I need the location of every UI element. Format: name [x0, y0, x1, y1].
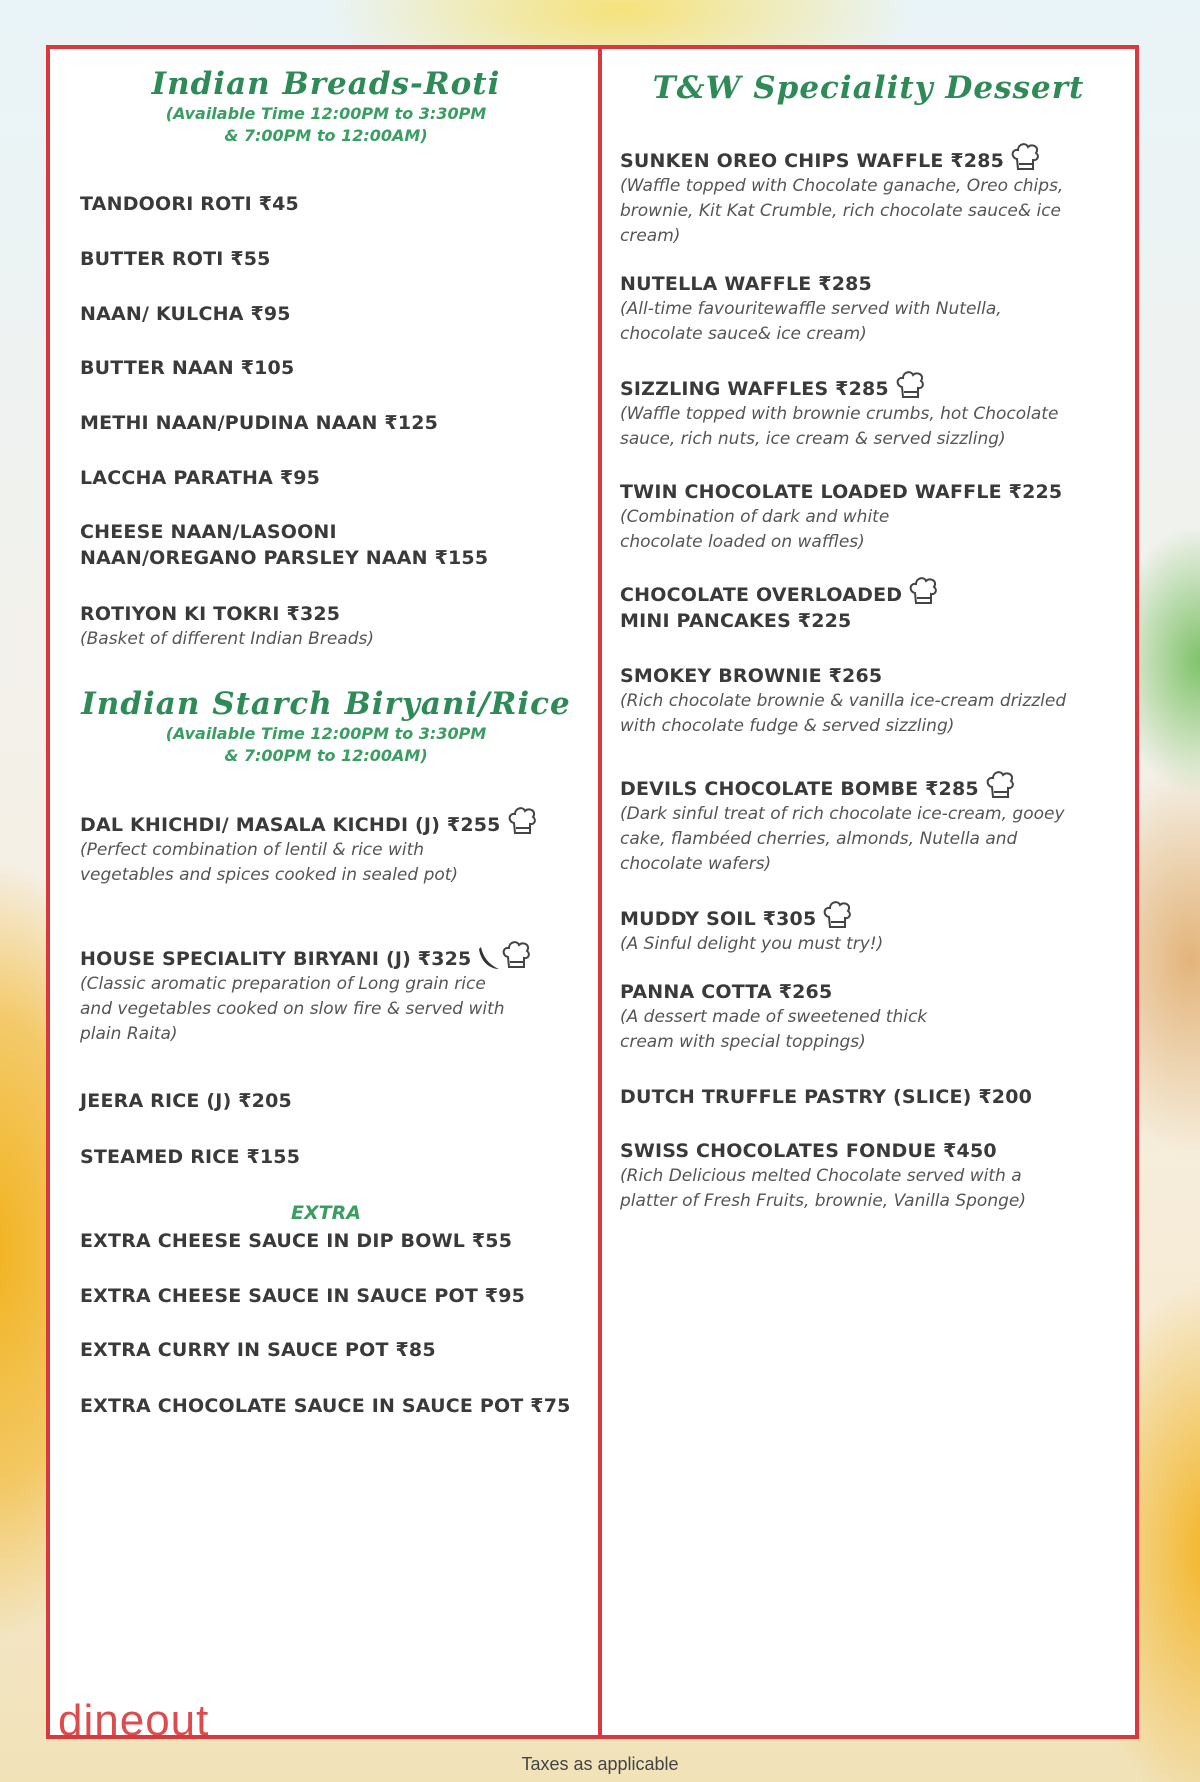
menu-item: [620, 271, 1002, 347]
chef-hat-icon: [822, 899, 852, 931]
breads-heading: Indian Breads-Roti: [151, 66, 501, 102]
item-name: DAL KHICHDI/ MASALA KICHDI (J) ₹255: [80, 814, 501, 836]
item-description: chocolate sauce& ice cream): [620, 324, 867, 344]
chef-hat-icon: [1010, 141, 1040, 173]
item-name: TWIN CHOCOLATE LOADED WAFFLE ₹225: [620, 481, 1063, 503]
item-name-line2: MINI PANCAKES ₹225: [620, 610, 852, 632]
menu-item: [80, 355, 294, 381]
item-name: SMOKEY BROWNIE ₹265: [620, 665, 883, 687]
item-description: (Rich chocolate brownie & vanilla ice-cream drizzled: [620, 691, 1067, 711]
menu-item: [80, 601, 374, 652]
chef-hat-icon: [908, 575, 938, 607]
item-name: SIZZLING WAFFLES ₹285: [620, 378, 889, 400]
item-name: NAAN/ KULCHA ₹95: [80, 303, 291, 325]
item-description: chocolate loaded on waffles): [620, 532, 865, 552]
menu-item: [620, 769, 1065, 877]
rice-availability-line2: & 7:00PM to 12:00AM): [224, 746, 428, 765]
item-name-row: [620, 899, 883, 932]
item-description: platter of Fresh Fruits, brownie, Vanilla Sponge): [620, 1191, 1026, 1211]
item-name-line2: NAAN/OREGANO PARSLEY NAAN ₹155: [80, 547, 489, 569]
chef-hat-icon: [501, 939, 531, 971]
menu-item: [620, 979, 927, 1055]
item-description: (Combination of dark and white: [620, 507, 890, 527]
menu-item: [620, 369, 1058, 452]
breads-availability-line2: & 7:00PM to 12:00AM): [224, 126, 428, 145]
item-description: (Basket of different Indian Breads): [80, 629, 374, 649]
menu-item: [620, 575, 938, 634]
menu-item: [620, 479, 1062, 555]
item-name-row: [80, 939, 531, 972]
item-description: cream with special toppings): [620, 1032, 866, 1052]
item-description: brownie, Kit Kat Crumble, rich chocolate sauce& ice: [620, 201, 1062, 221]
item-name: ROTIYON KI TOKRI ₹325: [80, 603, 341, 625]
item-name: CHOCOLATE OVERLOADED: [620, 584, 903, 606]
item-description: (A dessert made of sweetened thick: [620, 1007, 928, 1027]
menu-item: [80, 519, 488, 571]
item-name: EXTRA CHEESE SAUCE IN DIP BOWL ₹55: [80, 1230, 513, 1252]
item-description: (A Sinful delight you must try!): [620, 934, 884, 954]
item-name: EXTRA CHOCOLATE SAUCE IN SAUCE POT ₹75: [80, 1395, 571, 1417]
item-name: EXTRA CHEESE SAUCE IN SAUCE POT ₹95: [80, 1285, 526, 1307]
item-description: cake, flambéed cherries, almonds, Nutella and: [620, 829, 1018, 849]
menu-item: [620, 1138, 1026, 1214]
item-name: CHEESE NAAN/LASOONI: [80, 521, 337, 543]
chef-hat-icon: [895, 369, 925, 401]
item-name: HOUSE SPECIALITY BIRYANI (J) ₹325: [80, 948, 472, 970]
item-name: DEVILS CHOCOLATE BOMBE ₹285: [620, 778, 979, 800]
item-name: STEAMED RICE ₹155: [80, 1146, 301, 1168]
menu-item: [80, 1144, 300, 1170]
chef-hat-icon: [985, 769, 1015, 801]
menu-item: [80, 410, 438, 436]
breads-availability-line1: (Available Time 12:00PM to 3:30PM: [165, 104, 487, 123]
item-name: LACCHA PARATHA ₹95: [80, 467, 321, 489]
menu-item: [80, 246, 271, 272]
menu-item: [80, 301, 291, 327]
item-description: cream): [620, 226, 681, 246]
item-description: (Waffle topped with Chocolate ganache, Oreo chips,: [620, 176, 1064, 196]
item-name: METHI NAAN/PUDINA NAAN ₹125: [80, 412, 439, 434]
item-name: BUTTER ROTI ₹55: [80, 248, 271, 270]
rice-availability-line1: (Available Time 12:00PM to 3:30PM: [165, 724, 487, 743]
dineout-watermark: dineout: [58, 1696, 210, 1745]
menu-item: [80, 1283, 525, 1309]
item-description: plain Raita): [80, 1024, 178, 1044]
item-name-row: [80, 805, 537, 838]
right-column: [602, 49, 1135, 1735]
taxes-note: Taxes as applicable: [521, 1754, 679, 1774]
menu-item: [80, 1337, 436, 1363]
menu-item: [80, 1393, 571, 1419]
item-name: NUTELLA WAFFLE ₹285: [620, 273, 872, 295]
item-name: TANDOORI ROTI ₹45: [80, 193, 299, 215]
item-name-row: [620, 369, 1058, 402]
item-description: and vegetables cooked on slow fire & served with: [80, 999, 505, 1019]
left-column: [50, 49, 598, 1735]
menu-item: [80, 1228, 512, 1254]
menu-item: [620, 141, 1063, 249]
item-description: (Dark sinful treat of rich chocolate ice-cream, gooey: [620, 804, 1065, 824]
menu-card: [46, 45, 1139, 1739]
extra-heading: EXTRA: [291, 1202, 361, 1224]
item-name: PANNA COTTA ₹265: [620, 981, 833, 1003]
chef-hat-icon: [507, 805, 537, 837]
menu-item: [80, 805, 537, 888]
chili-icon: [477, 943, 501, 971]
item-name: BUTTER NAAN ₹105: [80, 357, 295, 379]
item-name: SUNKEN OREO CHIPS WAFFLE ₹285: [620, 150, 1005, 172]
dessert-heading: T&W Speciality Dessert: [652, 70, 1085, 106]
item-description: (All-time favouritewaffle served with Nutella,: [620, 299, 1002, 319]
menu-item: [620, 899, 883, 957]
item-description: chocolate wafers): [620, 854, 772, 874]
item-name: EXTRA CURRY IN SAUCE POT ₹85: [80, 1339, 436, 1361]
rice-heading: Indian Starch Biryani/Rice: [81, 686, 571, 722]
menu-item: [80, 465, 320, 491]
item-name: SWISS CHOCOLATES FONDUE ₹450: [620, 1140, 997, 1162]
menu-item: [620, 663, 1066, 739]
item-description: (Waffle topped with brownie crumbs, hot Chocolate: [620, 404, 1059, 424]
item-name-row: [620, 141, 1063, 174]
item-description: (Perfect combination of lentil & rice with: [80, 840, 425, 860]
item-description: (Classic aromatic preparation of Long grain rice: [80, 974, 486, 994]
item-name: JEERA RICE (J) ₹205: [80, 1090, 292, 1112]
item-description: with chocolate fudge & served sizzling): [620, 716, 955, 736]
item-description: vegetables and spices cooked in sealed pot): [80, 865, 459, 885]
item-description: sauce, rich nuts, ice cream & served sizzling): [620, 429, 1006, 449]
item-name-row: [620, 575, 938, 608]
menu-item: [80, 1088, 292, 1114]
menu-item: [80, 191, 299, 217]
item-name: DUTCH TRUFFLE PASTRY (SLICE) ₹200: [620, 1086, 1033, 1108]
menu-item: [80, 939, 531, 1047]
item-name: MUDDY SOIL ₹305: [620, 908, 817, 930]
item-description: (Rich Delicious melted Chocolate served with a: [620, 1166, 1022, 1186]
menu-item: [620, 1084, 1032, 1110]
item-name-row: [620, 769, 1065, 802]
